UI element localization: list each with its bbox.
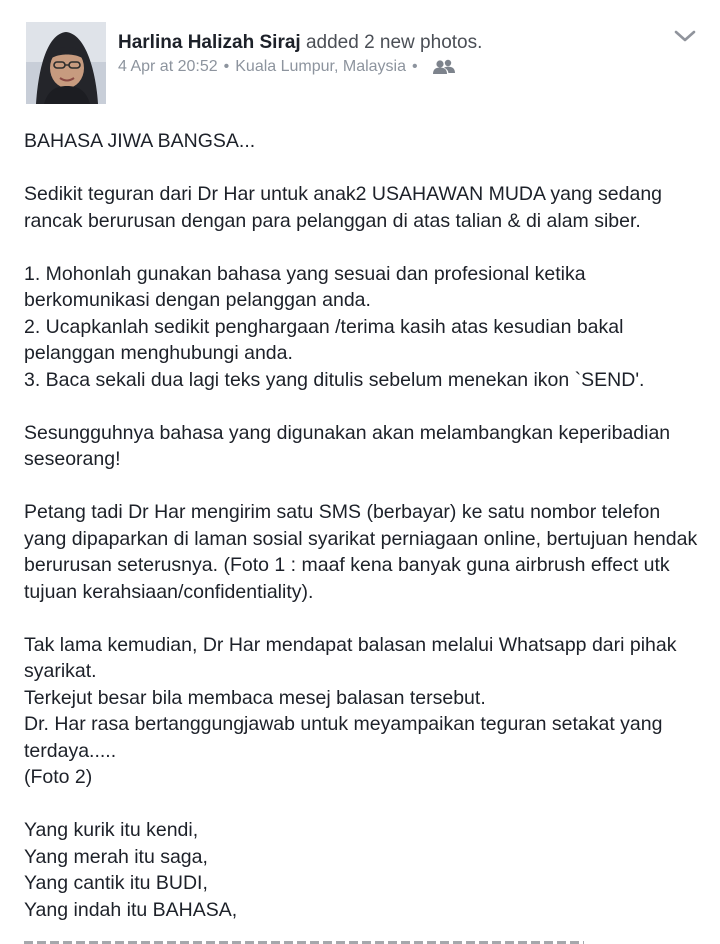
reply-line: Dr. Har rasa bertanggungjawab untuk meyampaikan teguran setakat yang terdaya..... bbox=[24, 713, 663, 762]
post-intro: Sedikit teguran dari Dr Har untuk anak2 USAHAWAN MUDA yang sedang rancak berurusan dengan para pelanggan di atas talian & di alam siber. bbox=[24, 183, 663, 232]
pantun-line: Yang kurik itu kendi, bbox=[24, 819, 199, 841]
post-header bbox=[0, 0, 720, 112]
author-name-link[interactable]: Harlina Halizah Siraj bbox=[118, 32, 301, 53]
chevron-down-icon bbox=[670, 24, 700, 48]
post-heading: BAHASA JIWA BANGSA... bbox=[24, 130, 256, 152]
author-avatar[interactable] bbox=[26, 22, 106, 104]
post-action-text: added 2 new photos. bbox=[305, 32, 483, 53]
post-author-line bbox=[118, 31, 482, 55]
post-timestamp[interactable]: 4 Apr at 20:52 bbox=[118, 58, 218, 75]
post-remark: Sesungguhnya bahasa yang digunakan akan melambangkan keperibadian seseorang! bbox=[24, 421, 671, 470]
pantun-line: Yang merah itu saga, bbox=[24, 845, 208, 868]
list-item: 2. Ucapkanlah sedikit penghargaan /terima kasih atas kesudian bakal pelanggan menghubungi anda. bbox=[24, 315, 624, 364]
reply-line: Tak lama kemudian, Dr Har mendapat balasan melalui Whatsapp dari pihak syarikat. bbox=[24, 633, 677, 682]
avatar-image bbox=[26, 22, 106, 104]
cut-off-text-line bbox=[24, 936, 584, 944]
post-meta bbox=[118, 57, 456, 77]
post-location[interactable]: Kuala Lumpur, Malaysia bbox=[235, 58, 407, 75]
list-item: 1. Mohonlah gunakan bahasa yang sesuai dan profesional ketika berkomunikasi dengan pelanggan anda. bbox=[24, 262, 586, 311]
list-item: 3. Baca sekali dua lagi teks yang ditulis sebelum menekan ikon `SEND'. bbox=[24, 368, 645, 391]
post-text bbox=[24, 128, 704, 923]
reply-line: Terkejut besar bila membaca mesej balasan tersebut. bbox=[24, 686, 486, 709]
meta-separator: • bbox=[223, 58, 230, 75]
pantun-line: Yang indah itu BAHASA, bbox=[24, 898, 238, 921]
post-story: Petang tadi Dr Har mengirim satu SMS (berbayar) ke satu nombor telefon yang dipaparkan di laman sosial syarikat perniagaan online, bertujuan hendak berurusan seterusnya. (Foto 1 : maaf kena banyak guna airbrush effect utk tujuan kerahsiaan/confidentiality). bbox=[24, 501, 698, 603]
post-options-button[interactable] bbox=[670, 24, 700, 48]
meta-separator-2: • bbox=[412, 58, 418, 75]
pantun-line: Yang cantik itu BUDI, bbox=[24, 872, 208, 894]
reply-line: (Foto 2) bbox=[24, 766, 93, 788]
friends-icon[interactable] bbox=[432, 58, 456, 76]
